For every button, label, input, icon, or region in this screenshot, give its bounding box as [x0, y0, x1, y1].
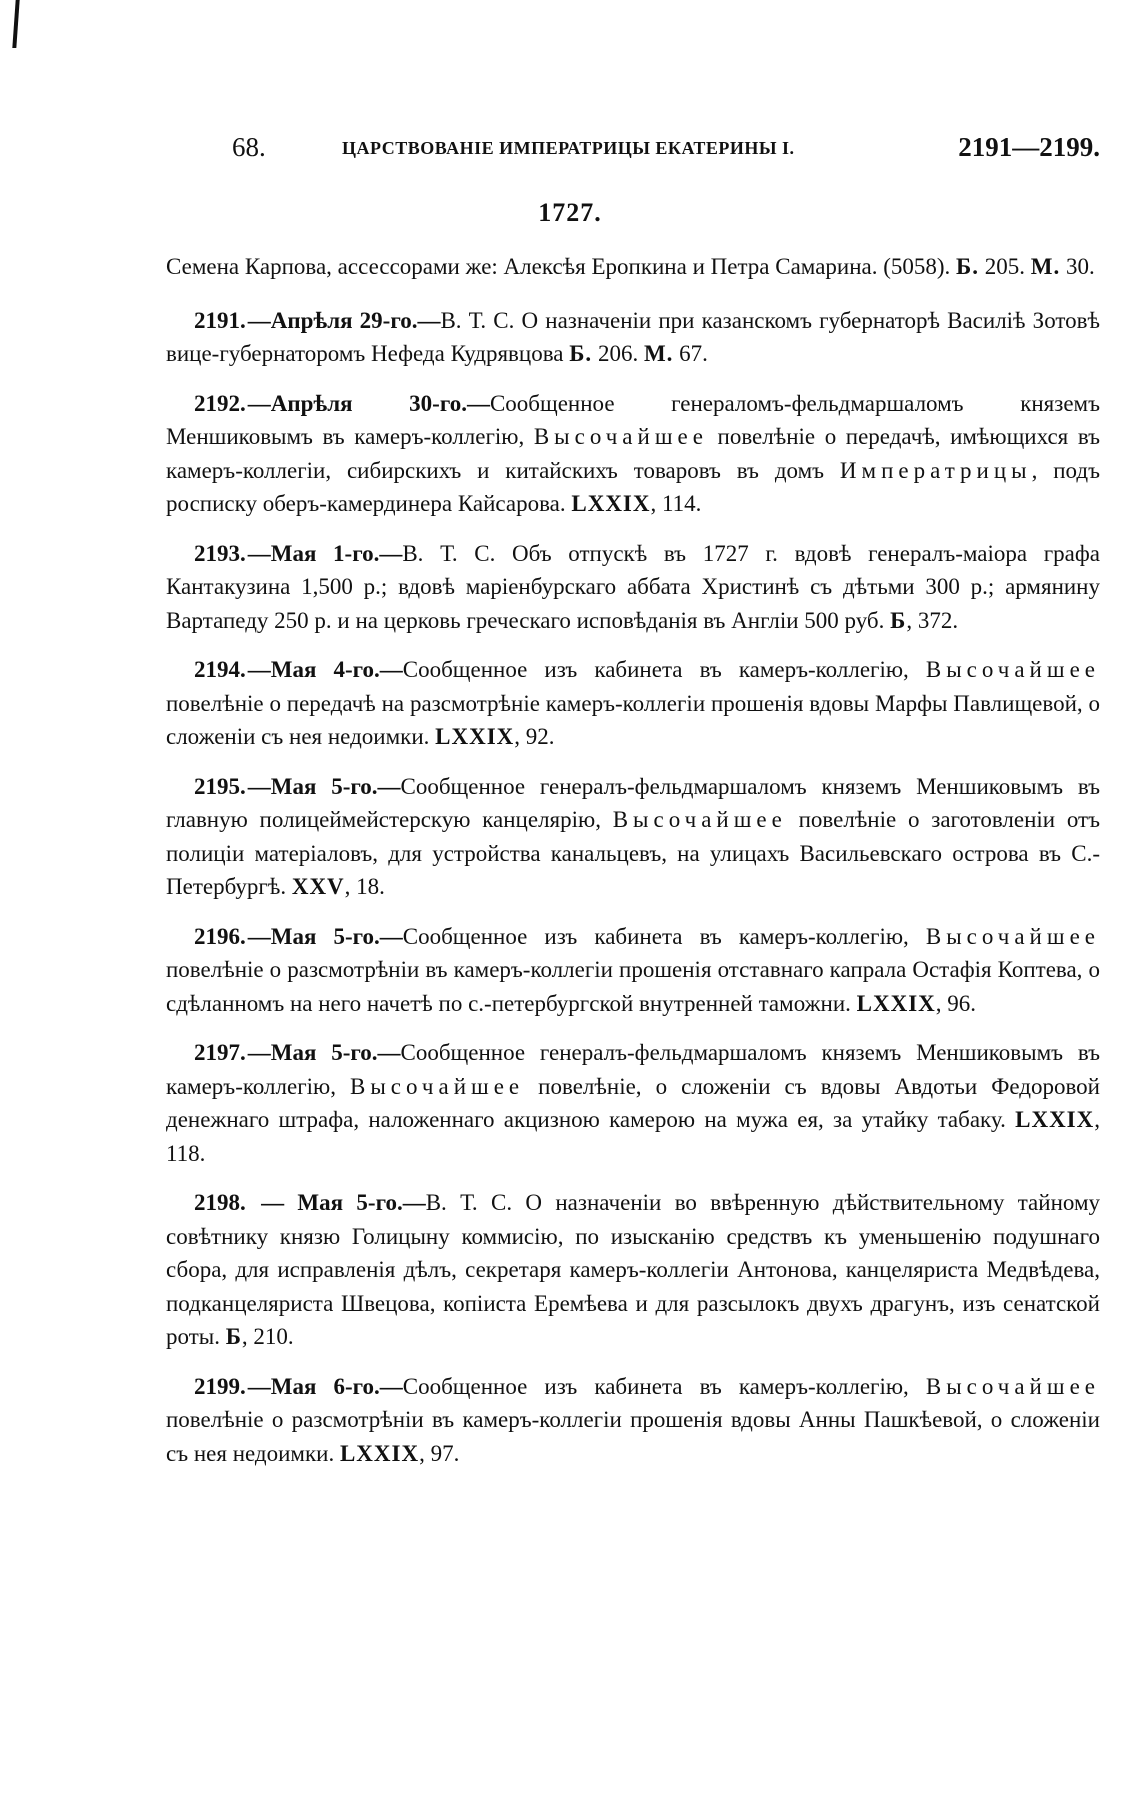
spaced-word: Высочайшее [925, 1373, 1100, 1399]
source-ref: М. [1030, 254, 1061, 279]
entry-number: 2193. [194, 540, 246, 566]
entry-text: Сообщенное изъ кабинета въ камеръ-коллегію, [402, 923, 926, 949]
source-ref: LXXIX [435, 724, 515, 749]
spaced-word: Высочайшее [925, 657, 1100, 682]
ref-text: 205. [979, 254, 1031, 279]
page-header [232, 132, 1100, 172]
entry-text: , 210. [241, 1324, 294, 1349]
entry-text: , 118. [166, 1107, 1100, 1166]
entry-text: Сообщенное генераломъ-фельдмаршаломъ княземъ Меншиковымъ въ камеръ-коллегію, [166, 390, 1100, 449]
source-ref: LXXIX [571, 491, 651, 516]
entry-date: —Мая 4-го.— [247, 657, 403, 682]
entry-range: 2191—2199. [958, 132, 1100, 162]
entry-number: 2195. [194, 773, 246, 799]
entry-text: , 18. [344, 874, 385, 899]
entry-text: Сообщенное генералъ-фельдмаршаломъ княземъ Меншиковымъ въ главную полицеймейстерскую канцелярію, [166, 773, 1101, 832]
spaced-word: Высочайшее [925, 923, 1100, 949]
spaced-word: Высочайшее [533, 424, 708, 449]
source-ref: Б. [956, 254, 980, 279]
continuation-text: Семена Карпова, ассессорами же: Алексѣя Еропкина и Петра Самарина. (5058). [166, 254, 951, 279]
document-body [166, 250, 1100, 1486]
entry-2194 [166, 653, 1100, 754]
source-ref: XXV [291, 874, 345, 899]
entry-text: 67. [673, 341, 708, 366]
spaced-word: Высочайшее [612, 807, 787, 832]
running-title: ЦАРСТВОВАНІЕ ИМПЕРАТРИЦЫ ЕКАТЕРИНЫ I. [342, 138, 795, 158]
entry-text: , 372. [906, 607, 959, 633]
spaced-word: Высочайшее [350, 1073, 525, 1099]
year-heading: 1727. [538, 198, 602, 227]
entry-2192 [166, 387, 1100, 521]
entry-text: Сообщенное изъ кабинета въ камеръ-коллегію, [402, 1373, 926, 1399]
entry-text: , 92. [514, 724, 555, 749]
entry-text: повелѣніе о разсмотрѣніи въ камеръ-коллегіи прошенія отставнаго капрала Остафія Коптева, о сдѣланномъ на него начетѣ по с.-петербургской внутренней таможни. [166, 957, 1100, 1016]
entry-text: 206. [592, 341, 644, 366]
ref-text: 30. [1060, 254, 1095, 279]
entry-date: —Мая 1-го.— [247, 540, 403, 566]
entry-2199 [166, 1370, 1100, 1471]
entry-2198 [166, 1186, 1100, 1354]
entry-text: , 97. [419, 1440, 460, 1466]
entry-date: —Апрѣля 29-го.— [247, 307, 441, 333]
entry-text: В. Т. С. О назначеніи при казанскомъ губернаторѣ Василіѣ Зотовѣ вице-губернаторомъ Нефеда Кудрявцова [166, 307, 1100, 366]
source-ref: М. [643, 341, 674, 366]
entry-number: 2197. [194, 1040, 246, 1065]
left-margin-rule [12, 0, 19, 48]
source-ref: Б. [569, 341, 593, 366]
entry-number: 2199. [194, 1373, 246, 1399]
entry-number: 2194. [194, 657, 246, 682]
entry-2191 [166, 304, 1100, 371]
entry-text: Сообщенное изъ кабинета въ камеръ-коллегію, [402, 657, 926, 682]
page-number: 68. [232, 132, 266, 162]
spaced-word: Императрицы [839, 457, 1032, 483]
entry-text: повелѣніе, о сложеніи съ вдовы Авдотьи Федоровой денежнаго штрафа, наложеннаго акцизною камерою на мужа ея, за утайку табаку. [166, 1073, 1100, 1132]
source-ref: LXXIX [1015, 1107, 1095, 1132]
entry-text: В. Т. С. Объ отпускѣ въ 1727 г. вдовѣ генералъ-маіора графа Кантакузина 1,500 р.; вдовѣ маріенбурскаго аббата Христинѣ съ дѣтьми 300 р.; армянину Вартапеду 250 р. и на церковь греческаго исповѣданія въ Англіи 500 руб. [166, 540, 1100, 633]
entry-text: В. Т. С. О назначеніи во ввѣренную дѣйствительному тайному совѣтнику князю Голицыну коммисію, по изысканію средствъ къ уменьшенію подушнаго сбора, для исправленія дѣлъ, секретаря камеръ-коллегіи Антонова, канцеляриста Медвѣдева, подканцеляриста Швецова, копіиста Еремѣева и для разсылокъ двухъ драгунъ, изъ сенатской роты. [166, 1190, 1101, 1349]
entry-text: Сообщенное генералъ-фельдмаршаломъ княземъ Меншиковымъ въ камеръ-коллегію, [166, 1040, 1101, 1099]
entry-2196 [166, 920, 1100, 1021]
source-ref: LXXIX [339, 1440, 420, 1466]
entry-text: , подъ росписку оберъ-камердинера Кайсарова. [166, 457, 1100, 516]
entry-text: повелѣніе о разсмотрѣніи въ камеръ-коллегіи прошенія вдовы Анны Пашкѣевой, о сложеніи съ нея недоимки. [166, 1407, 1100, 1466]
entry-2197 [166, 1036, 1100, 1170]
entry-date: — Мая 5-го.— [247, 1190, 426, 1215]
continuation-paragraph [166, 250, 1100, 284]
entry-number: 2196. [194, 923, 246, 949]
source-ref: Б [225, 1324, 242, 1349]
entry-date: —Мая 5-го.— [247, 923, 403, 949]
source-ref: LXXIX [856, 990, 936, 1016]
entry-date: —Мая 5-го.— [247, 1040, 401, 1065]
entry-number: 2192. [194, 390, 246, 416]
entry-date: —Мая 6-го.— [247, 1373, 403, 1399]
entry-2195 [166, 770, 1100, 904]
source-ref: Б [890, 607, 907, 633]
entry-number: 2191. [194, 307, 246, 333]
entry-text: повелѣніе о передачѣ, имѣющихся въ камеръ-коллегіи, сибирскихъ и китайскихъ товаровъ въ домъ [166, 424, 1100, 483]
entry-number: 2198. [194, 1190, 246, 1215]
entry-text: , 96. [935, 990, 977, 1016]
entry-2193 [166, 537, 1100, 638]
entry-date: —Апрѣля 30-го.— [247, 390, 490, 416]
entry-text: повелѣніе о передачѣ на разсмотрѣніе камеръ-коллегіи прошенія вдовы Марфы Павлищевой, о сложеніи съ нея недоимки. [166, 690, 1100, 749]
entry-date: —Мая 5-го.— [247, 773, 401, 799]
entry-text: повелѣніе о заготовленіи отъ полиціи матеріаловъ, для устройства канальцевъ, на улицахъ Васильевскаго острова въ С.-Петербургѣ. [166, 807, 1100, 899]
entry-text: , 114. [650, 491, 702, 516]
